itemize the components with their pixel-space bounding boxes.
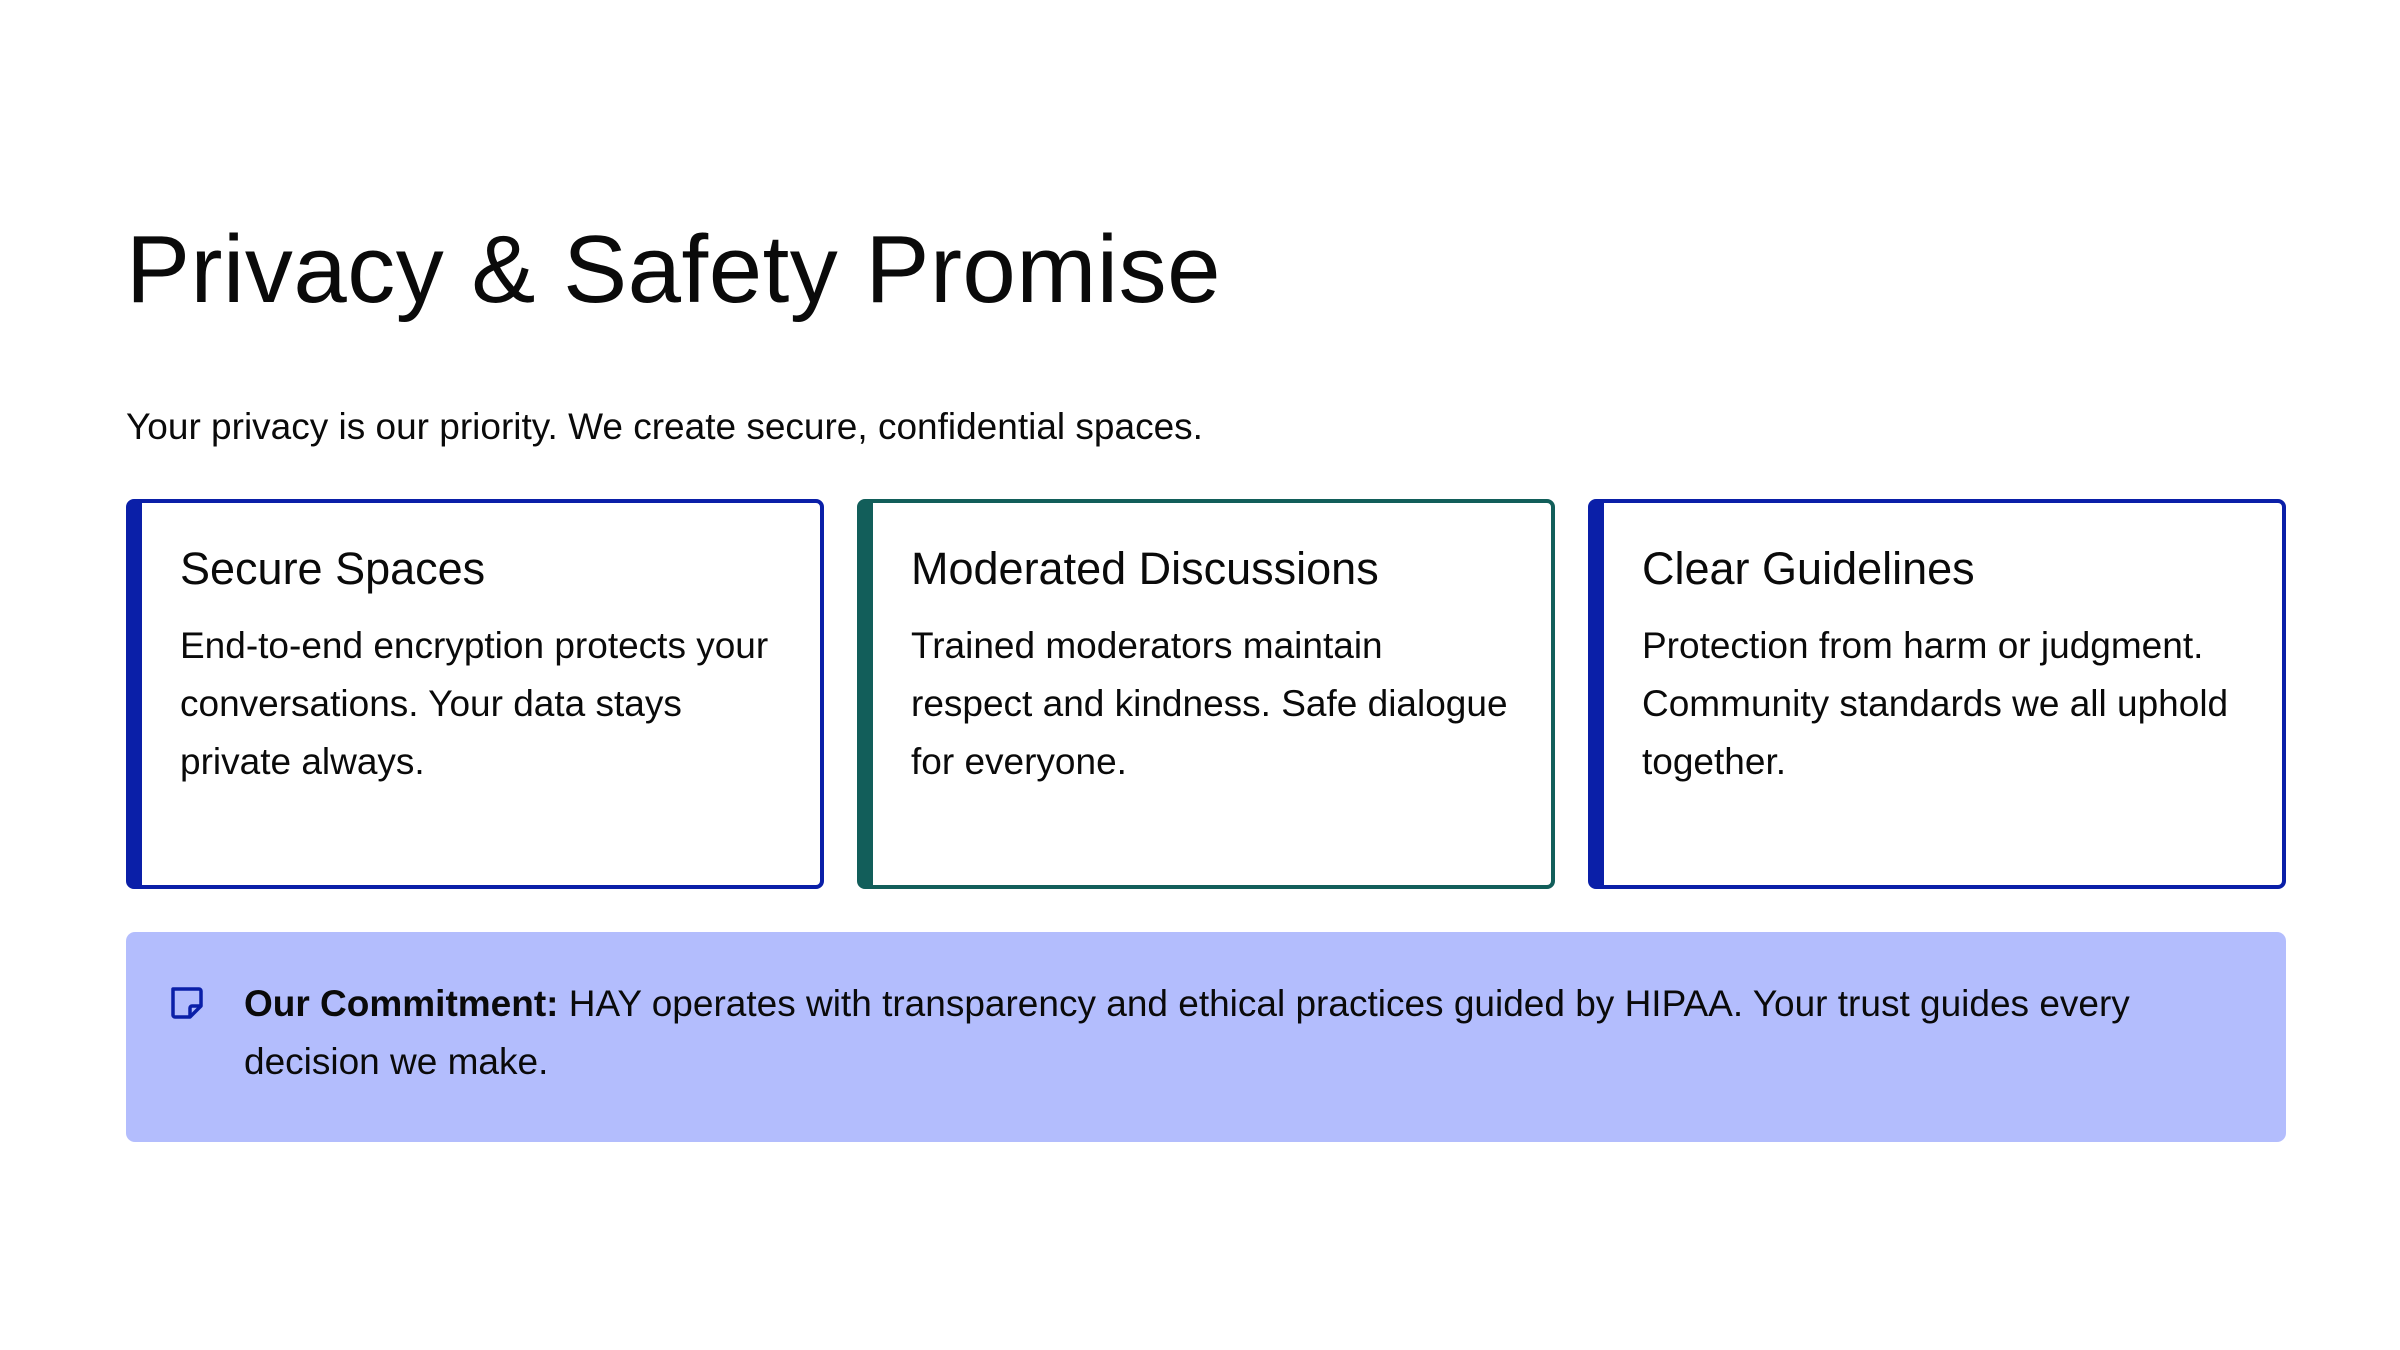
page-title: Privacy & Safety Promise [126, 216, 1221, 323]
card-title: Moderated Discussions [911, 543, 1379, 594]
commitment-text [244, 975, 2226, 1091]
card-title: Secure Spaces [180, 543, 486, 594]
commitment-callout [126, 932, 2286, 1142]
card-secure-spaces [126, 499, 824, 889]
card-body: Trained moderators maintain respect and kindness. Safe dialogue for everyone. [911, 625, 1508, 782]
slide [126, 0, 2286, 1350]
card-title: Clear Guidelines [1642, 543, 1975, 594]
card-clear-guidelines [1588, 499, 2286, 889]
page-subtitle: Your privacy is our priority. We create secure, confidential spaces. [126, 406, 1203, 447]
feature-cards [126, 499, 2286, 889]
card-body: End-to-end encryption protects your conversations. Your data stays private always. [180, 625, 769, 782]
commitment-body: HAY operates with transparency and ethical practices guided by HIPAA. Your trust guides every decision we make. [244, 983, 2130, 1082]
card-moderated-discussions [857, 499, 1555, 889]
sticky-note-icon [168, 985, 204, 1021]
card-body: Protection from harm or judgment. Community standards we all uphold together. [1642, 625, 2229, 782]
commitment-label: Our Commitment: [244, 983, 559, 1024]
